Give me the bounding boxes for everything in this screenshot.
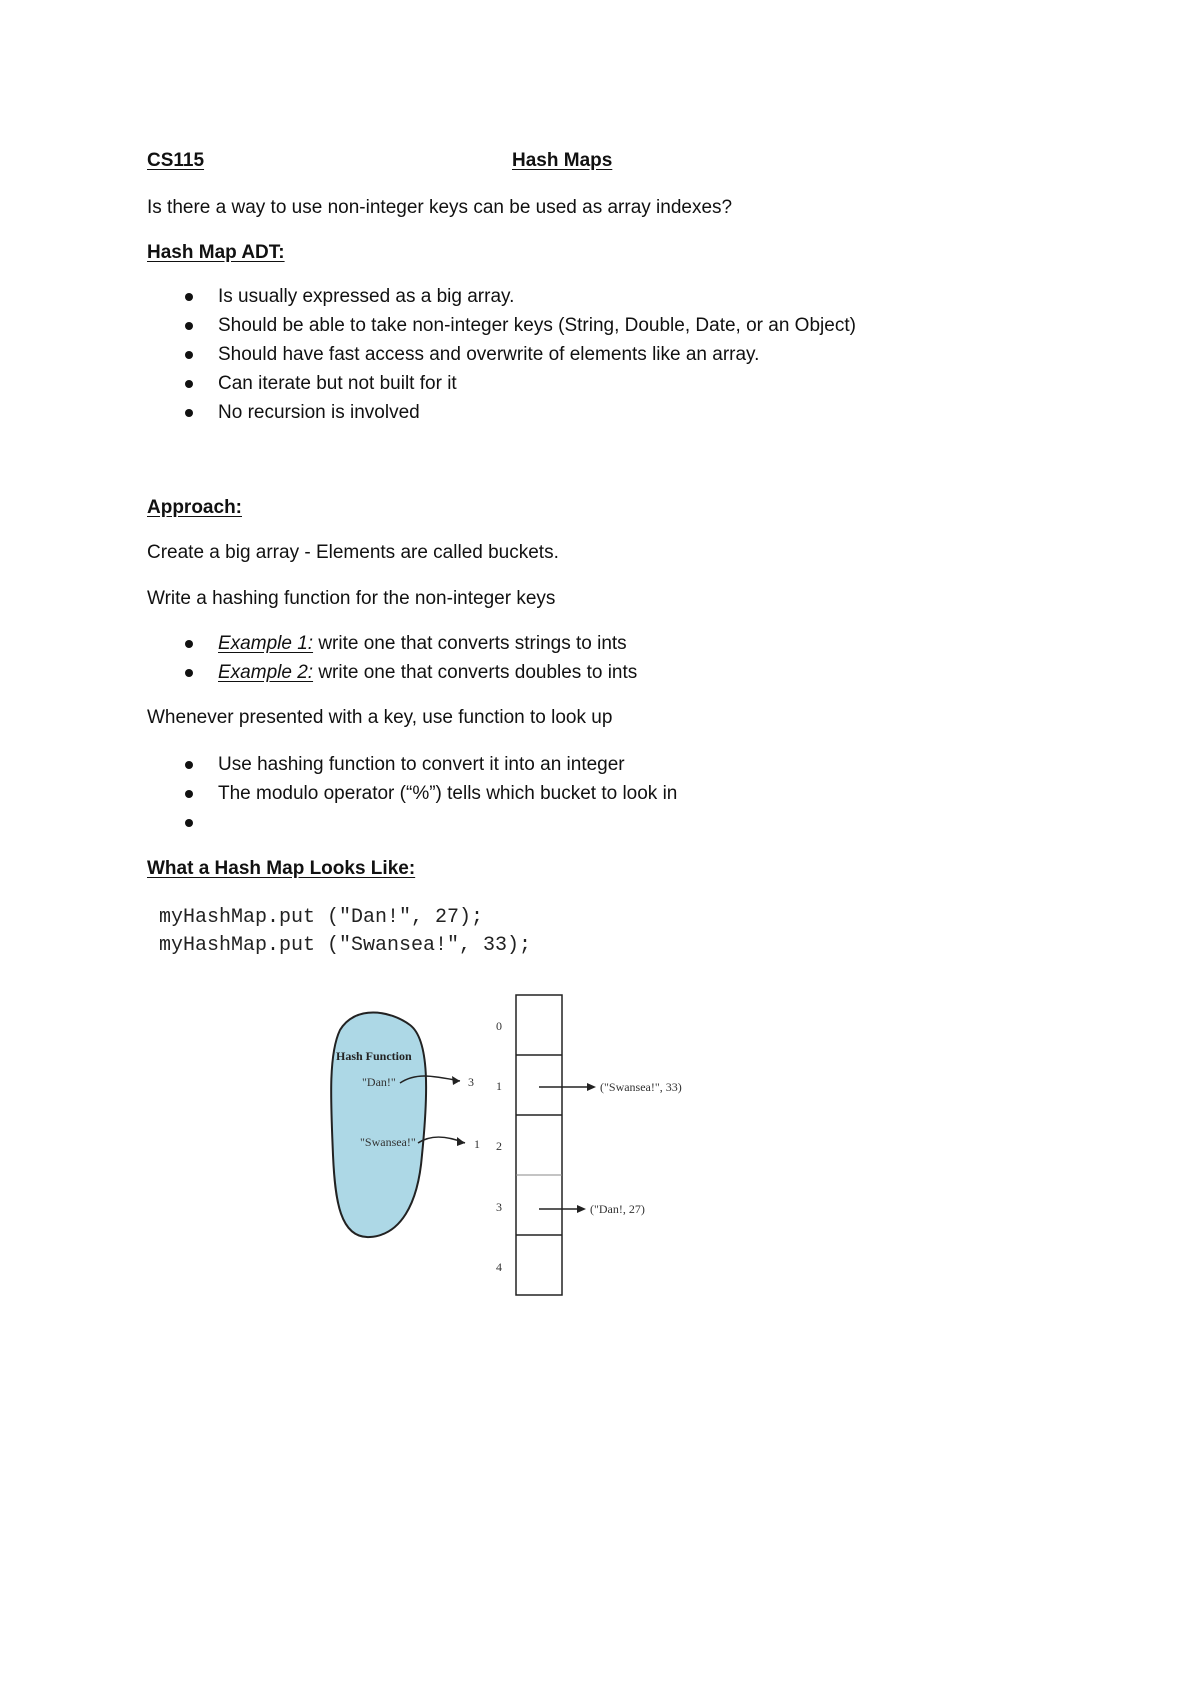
bucket-array <box>516 995 562 1295</box>
hash-value-swansea: 1 <box>474 1137 480 1151</box>
course-code: CS115 <box>147 150 205 171</box>
looks-like-heading: What a Hash Map Looks Like: <box>147 858 416 879</box>
bucket-index: 1 <box>496 1079 502 1093</box>
approach-para-1: Create a big array - Elements are called buckets. <box>147 542 559 563</box>
example-text: write one that converts strings to ints <box>313 633 627 654</box>
bucket-index: 2 <box>496 1139 502 1153</box>
key-dan: "Dan!" <box>362 1075 396 1089</box>
hash-function-blob <box>331 1013 426 1238</box>
code-line: myHashMap.put ("Swansea!", 33); <box>159 934 532 957</box>
approach-heading: Approach: <box>147 497 242 518</box>
example-label: Example 2: <box>218 662 314 683</box>
hash-function-label: Hash Function <box>336 1049 412 1063</box>
hash-map-diagram <box>300 985 720 1305</box>
bucket-index: 4 <box>496 1260 502 1274</box>
code-line: myHashMap.put ("Dan!", 27); <box>159 906 484 929</box>
document-page: CS115 Hash Maps Is there a way to use non-integer keys can be used as array indexes? Hash Map ADT: Is usually expressed as a big array. Should be able to take non-integer keys (String, Double, Date, or an Object) Should have fast access and overwrite of elements like an array. Can iterate but not built for it No recursion is involved Approach: Create a big array - Elements are called buckets. Write a hashing function for the non-integer keys Example 1: write one that converts strings to ints Example 2: write one that converts doubles to ints Whenever presented with a key, use function to look up Use hashing function to convert it into an integer The modulo operator (“%”) tells which bucket to look in What a Hash Map Looks Like: myHashMap.put ("Dan!", 27); myHashMap.put ("Swansea!", 33); Hash Function "Dan!" "Swansea!" 3 1 0 1 2 3 4 ("Swansea!", 33) ("Dan!, 27) <box>0 0 1200 1698</box>
adt-heading: Hash Map ADT: <box>147 242 285 263</box>
bucket-entry: ("Dan!, 27) <box>590 1202 645 1216</box>
example-text: write one that converts doubles to ints <box>313 662 638 683</box>
bucket-index: 3 <box>496 1200 502 1214</box>
key-swansea: "Swansea!" <box>360 1135 416 1149</box>
bucket-entry: ("Swansea!", 33) <box>600 1080 682 1094</box>
hash-value-dan: 3 <box>468 1075 474 1089</box>
approach-para-3: Whenever presented with a key, use function to look up <box>147 707 613 728</box>
page-title: Hash Maps <box>512 150 613 171</box>
example-label: Example 1: <box>218 633 314 654</box>
bucket-index: 0 <box>496 1019 502 1033</box>
intro-question: Is there a way to use non-integer keys can be used as array indexes? <box>147 197 733 218</box>
approach-para-2: Write a hashing function for the non-integer keys <box>147 588 556 609</box>
